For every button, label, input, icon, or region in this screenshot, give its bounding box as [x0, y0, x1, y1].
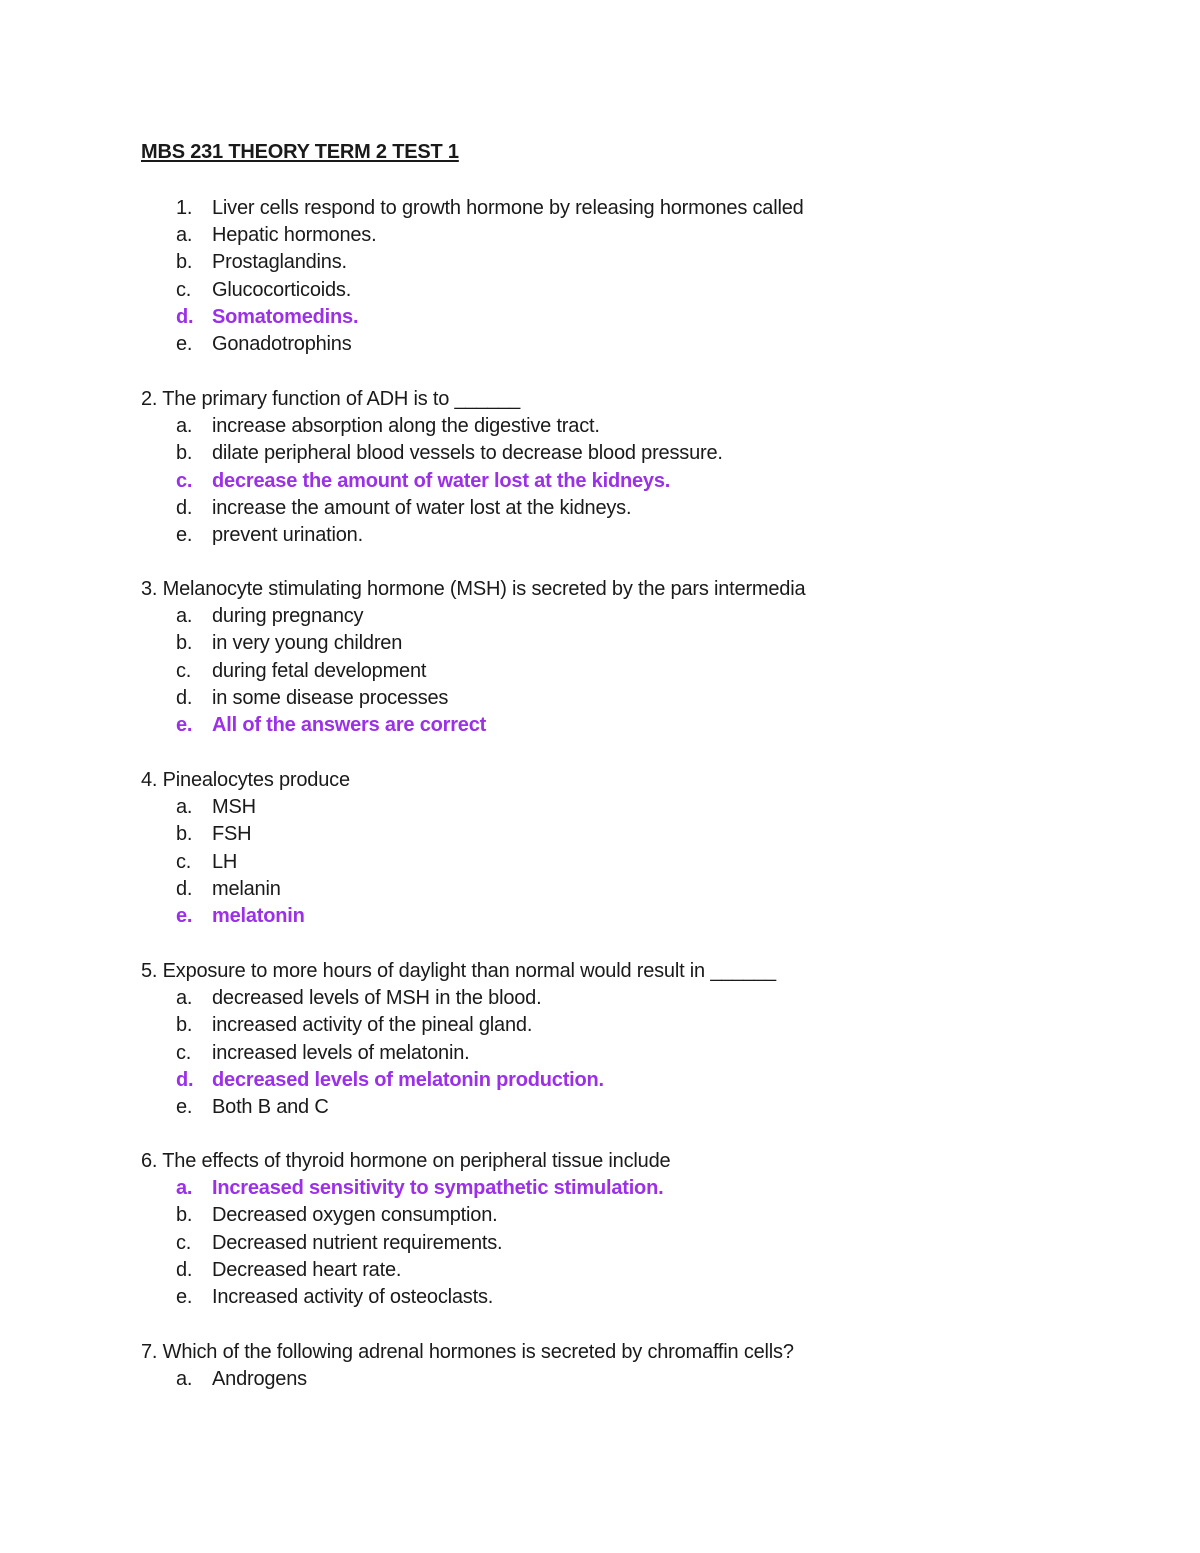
option-text: prevent urination.	[212, 523, 363, 546]
question-number: 6.	[141, 1150, 158, 1172]
question-6	[141, 1148, 1141, 1311]
option-letter: c.	[176, 1231, 192, 1254]
question-stem: Pinealocytes produce	[162, 769, 350, 791]
question-text	[141, 1339, 1141, 1366]
option-letter: e.	[176, 1095, 193, 1118]
option-text: in very young children	[212, 632, 403, 655]
option-letter: d.	[176, 496, 193, 519]
option-item	[141, 1257, 1141, 1284]
option-letter: c.	[176, 1041, 192, 1064]
option-text: dilate peripheral blood vessels to decrease blood pressure.	[212, 442, 723, 465]
question-number: 7.	[141, 1341, 158, 1363]
question-text	[141, 1148, 1141, 1175]
option-text: All of the answers are correct	[212, 713, 487, 736]
option-text: Increased sensitivity to sympathetic stimulation.	[212, 1177, 664, 1200]
option-letter: b.	[176, 442, 193, 465]
option-text: Decreased nutrient requirements.	[212, 1231, 503, 1254]
question-number: 5.	[141, 960, 158, 982]
option-correct-answer	[141, 1175, 1141, 1202]
option-letter: e.	[176, 904, 193, 927]
option-item	[141, 1284, 1141, 1311]
option-item	[141, 1040, 1141, 1067]
option-letter: d.	[176, 877, 193, 900]
question-number: 1.	[176, 197, 193, 219]
option-text: decreased levels of melatonin production.	[212, 1068, 604, 1091]
option-letter: a.	[176, 1177, 193, 1200]
option-letter: c.	[176, 278, 192, 301]
option-item	[141, 985, 1141, 1012]
option-text: decrease the amount of water lost at the kidneys.	[212, 469, 671, 492]
option-letter: a.	[176, 987, 193, 1010]
option-text: LH	[212, 850, 238, 873]
option-item	[141, 685, 1141, 712]
option-item	[141, 1230, 1141, 1257]
option-letter: c.	[176, 850, 192, 873]
option-text: melatonin	[212, 904, 305, 927]
question-stem: Liver cells respond to growth hormone by releasing hormones called	[212, 197, 804, 219]
option-text: Both B and C	[212, 1095, 329, 1118]
option-letter: d.	[176, 1258, 193, 1281]
option-list	[141, 603, 1141, 739]
option-text: Androgens	[212, 1368, 307, 1391]
option-item	[141, 1366, 1141, 1393]
question-5	[141, 958, 1141, 1121]
question-text	[141, 195, 1141, 222]
option-text: in some disease processes	[212, 686, 449, 709]
option-text: MSH	[212, 796, 256, 819]
option-text: Decreased heart rate.	[212, 1258, 402, 1281]
question-stem: The primary function of ADH is to ______	[162, 388, 521, 410]
option-text: increase the amount of water lost at the kidneys.	[212, 496, 632, 519]
option-text: during pregnancy	[212, 605, 364, 628]
option-list	[141, 222, 1141, 358]
option-letter: b.	[176, 1204, 193, 1227]
option-item	[141, 277, 1141, 304]
option-letter: e.	[176, 332, 193, 355]
question-3	[141, 576, 1141, 739]
question-stem: Melanocyte stimulating hormone (MSH) is secreted by the pars intermedia	[162, 578, 806, 600]
option-list	[141, 1366, 1141, 1393]
option-correct-answer	[141, 1067, 1141, 1094]
option-item	[141, 1094, 1141, 1121]
option-text: Prostaglandins.	[212, 251, 347, 274]
option-letter: a.	[176, 796, 193, 819]
option-text: decreased levels of MSH in the blood.	[212, 987, 542, 1010]
option-item	[141, 495, 1141, 522]
option-text: FSH	[212, 823, 252, 846]
question-stem: Exposure to more hours of daylight than normal would result in ______	[162, 960, 776, 982]
option-text: Glucocorticoids.	[212, 278, 352, 301]
option-letter: e.	[176, 523, 193, 546]
option-letter: a.	[176, 605, 193, 628]
option-item	[141, 821, 1141, 848]
option-item	[141, 794, 1141, 821]
option-text: increased levels of melatonin.	[212, 1041, 470, 1064]
option-item	[141, 876, 1141, 903]
option-text: Hepatic hormones.	[212, 224, 377, 247]
option-text: during fetal development	[212, 659, 427, 682]
option-list	[141, 413, 1141, 549]
question-number: 2.	[141, 388, 158, 410]
option-letter: a.	[176, 415, 193, 438]
option-letter: b.	[176, 251, 193, 274]
question-stem: The effects of thyroid hormone on peripheral tissue include	[162, 1150, 671, 1172]
option-letter: e.	[176, 1285, 193, 1308]
option-letter: a.	[176, 1368, 193, 1391]
option-list	[141, 1175, 1141, 1311]
question-2	[141, 386, 1141, 549]
question-number: 3.	[141, 578, 158, 600]
option-letter: d.	[176, 305, 194, 328]
option-letter: b.	[176, 632, 193, 655]
option-list	[141, 794, 1141, 930]
option-item	[141, 658, 1141, 685]
option-item	[141, 1012, 1141, 1039]
question-text	[141, 767, 1141, 794]
option-letter: c.	[176, 659, 192, 682]
option-letter: a.	[176, 224, 193, 247]
option-text: Somatomedins.	[212, 305, 359, 328]
option-item	[141, 522, 1141, 549]
option-correct-answer	[141, 468, 1141, 495]
option-text: increased activity of the pineal gland.	[212, 1014, 533, 1037]
option-item	[141, 222, 1141, 249]
option-text: melanin	[212, 877, 281, 900]
option-item	[141, 630, 1141, 657]
option-letter: c.	[176, 469, 193, 492]
option-item	[141, 413, 1141, 440]
page-title: MBS 231 THEORY TERM 2 TEST 1	[141, 141, 459, 163]
option-letter: d.	[176, 1068, 194, 1091]
option-letter: b.	[176, 1014, 193, 1037]
question-text	[141, 386, 1141, 413]
option-item	[141, 1202, 1141, 1229]
option-correct-answer	[141, 903, 1141, 930]
option-correct-answer	[141, 712, 1141, 739]
option-item	[141, 849, 1141, 876]
option-letter: d.	[176, 686, 193, 709]
question-4	[141, 767, 1141, 930]
question-1	[141, 195, 1141, 358]
option-text: Decreased oxygen consumption.	[212, 1204, 498, 1227]
question-text	[141, 958, 1141, 985]
option-text: increase absorption along the digestive tract.	[212, 415, 600, 438]
option-letter: e.	[176, 713, 193, 736]
option-text: Gonadotrophins	[212, 332, 352, 355]
option-item	[141, 249, 1141, 276]
question-number: 4.	[141, 769, 158, 791]
option-correct-answer	[141, 304, 1141, 331]
option-text: Increased activity of osteoclasts.	[212, 1285, 494, 1308]
option-item	[141, 331, 1141, 358]
question-text	[141, 576, 1141, 603]
option-list	[141, 985, 1141, 1121]
question-stem: Which of the following adrenal hormones is secreted by chromaffin cells?	[162, 1341, 794, 1363]
option-letter: b.	[176, 823, 193, 846]
option-item	[141, 603, 1141, 630]
question-7	[141, 1339, 1141, 1393]
option-item	[141, 440, 1141, 467]
